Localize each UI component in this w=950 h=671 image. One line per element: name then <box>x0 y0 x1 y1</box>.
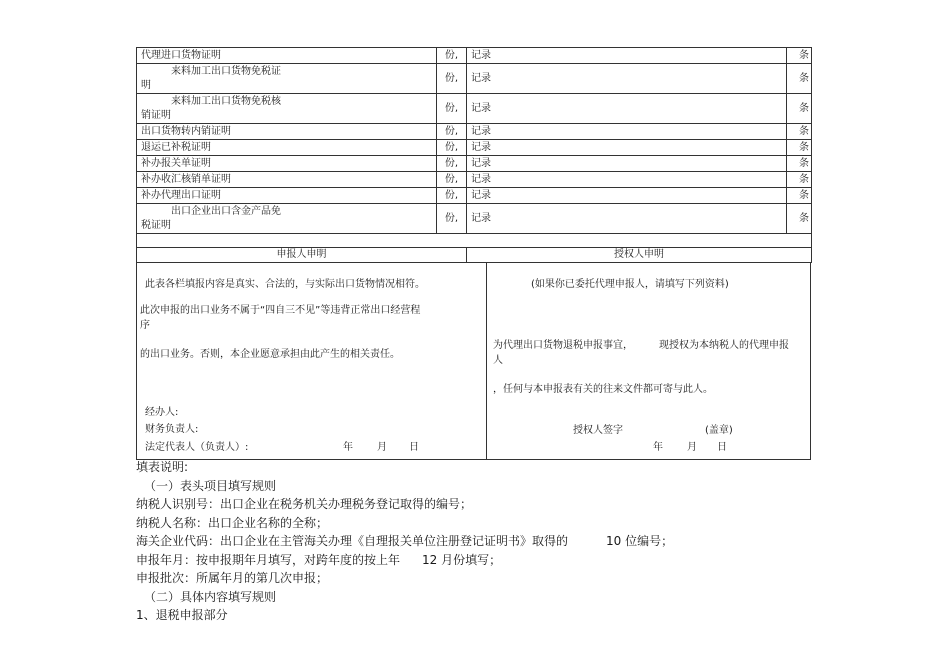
handler-label: 经办人: <box>145 407 179 418</box>
row-unit: 份, <box>437 204 467 234</box>
notes-title: 填表说明: <box>136 460 189 474</box>
seal-label: (盖章) <box>705 425 733 436</box>
row-count-unit: 条 <box>787 188 812 204</box>
note-period <box>136 551 673 570</box>
row-record: 记录 <box>467 64 787 94</box>
row-record: 记录 <box>467 140 787 156</box>
row-count-unit: 条 <box>787 140 812 156</box>
row-record: 记录 <box>467 204 787 234</box>
note-taxpayer-id: 纳税人识别号：出口企业在税务机关办理税务登记取得的编号； <box>136 497 473 511</box>
row-record: 记录 <box>467 156 787 172</box>
row-name: 出口货物转内销证明 <box>137 124 437 140</box>
table-row <box>137 156 812 172</box>
declarant-line2: 此次申报的出口业务不属于“四自三不见”等违背正常出口经营程 <box>140 305 421 316</box>
row-unit: 份, <box>437 124 467 140</box>
authorizer-line1: (如果你已委托代理申报人，请填写下列资料) <box>531 279 729 290</box>
row-name: 退运已补税证明 <box>137 140 437 156</box>
row-name: 补办代理出口证明 <box>137 188 437 204</box>
row-unit: 份, <box>437 48 467 64</box>
row-name <box>137 64 437 94</box>
authorizer-day: 日 <box>717 442 727 453</box>
row-name <box>137 94 437 124</box>
table-row <box>137 140 812 156</box>
table-row <box>137 204 812 234</box>
note-taxpayer-name: 纳税人名称：出口企业名称的全称； <box>136 515 329 530</box>
table-row <box>137 172 812 188</box>
row-name-line2: 明 <box>141 79 151 91</box>
note-period-text: 申报年月：按申报期年月填写，对跨年度的按上年 <box>136 552 401 567</box>
declaration-header-row <box>137 248 812 263</box>
row-record: 记录 <box>467 94 787 124</box>
row-name <box>137 204 437 234</box>
authorizer-sign-label: 授权人签字 <box>573 425 623 436</box>
note-batch: 申报批次：所属年月的第几次申报； <box>136 571 329 585</box>
fill-instructions <box>136 458 673 625</box>
declarant-line3: 的出口业务。否则，本企业愿意承担由此产生的相关责任。 <box>140 349 400 360</box>
declarant-year: 年 <box>343 442 353 453</box>
row-record: 记录 <box>467 188 787 204</box>
authorizer-header: 授权人申明 <box>467 248 812 263</box>
row-count-unit: 条 <box>787 64 812 94</box>
authorizer-line3: ，任何与本申报表有关的往来文件都可寄与此人。 <box>493 384 713 395</box>
row-name-line1: 来料加工出口货物免税核 <box>171 95 281 107</box>
row-unit: 份, <box>437 188 467 204</box>
row-unit: 份, <box>437 172 467 188</box>
table-row <box>137 94 812 124</box>
row-name-line1: 来料加工出口货物免税证 <box>171 65 281 77</box>
declaration-form <box>136 47 811 460</box>
row-record: 记录 <box>467 124 787 140</box>
row-name-line2: 税证明 <box>141 219 171 231</box>
note-customs-code <box>136 532 673 551</box>
blank-cell <box>137 234 812 248</box>
row-count-unit: 条 <box>787 204 812 234</box>
certificate-table <box>136 47 812 263</box>
row-name: 代理进口货物证明 <box>137 48 437 64</box>
note-customs-code-text: 海关企业代码：出口企业在主管海关办理《自理报关单位注册登记证明书》取得的 <box>136 534 569 548</box>
row-count-unit: 条 <box>787 48 812 64</box>
authorizer-line2b: 现授权为本纳税人的代理申报 <box>659 340 789 351</box>
row-count-unit: 条 <box>787 94 812 124</box>
declarant-section <box>137 263 487 459</box>
row-count-unit: 条 <box>787 172 812 188</box>
row-count-unit: 条 <box>787 156 812 172</box>
table-row <box>137 48 812 64</box>
declarant-header: 申报人申明 <box>137 248 467 263</box>
row-record: 记录 <box>467 172 787 188</box>
section-refund: 1、退税申报部分 <box>136 608 228 622</box>
authorizer-line2: 为代理出口货物退税申报事宜， <box>493 340 633 351</box>
row-unit: 份, <box>437 94 467 124</box>
authorizer-section <box>487 263 810 459</box>
row-name: 补办收汇核销单证明 <box>137 172 437 188</box>
declaration-body <box>136 263 811 460</box>
row-count-unit: 条 <box>787 124 812 140</box>
note-customs-code-digits: 10 位编号； <box>606 534 674 548</box>
legal-rep-label: 法定代表人（负责人）: <box>145 442 249 453</box>
declarant-month: 月 <box>377 442 387 453</box>
section-header-rules: （一）表头项目填写规则 <box>144 478 277 493</box>
table-row <box>137 188 812 204</box>
declarant-line2-cont: 序 <box>140 320 150 331</box>
table-row <box>137 124 812 140</box>
row-name-line1: 出口企业出口含金产品免 <box>171 205 281 217</box>
table-row <box>137 64 812 94</box>
declarant-day: 日 <box>409 442 419 453</box>
row-record: 记录 <box>467 48 787 64</box>
row-name-line2: 销证明 <box>141 109 171 121</box>
blank-row <box>137 234 812 248</box>
declarant-line1: 此表各栏填报内容是真实、合法的，与实际出口货物情况相符。 <box>145 279 425 290</box>
row-unit: 份, <box>437 140 467 156</box>
note-period-month: 12 月份填写； <box>422 552 502 567</box>
authorizer-year: 年 <box>653 442 663 453</box>
finance-label: 财务负责人: <box>145 424 199 435</box>
authorizer-line2-cont: 人 <box>493 355 503 366</box>
row-name: 补办报关单证明 <box>137 156 437 172</box>
row-unit: 份, <box>437 64 467 94</box>
row-unit: 份, <box>437 156 467 172</box>
authorizer-month: 月 <box>687 442 697 453</box>
section-content-rules: （二）具体内容填写规则 <box>144 589 277 604</box>
